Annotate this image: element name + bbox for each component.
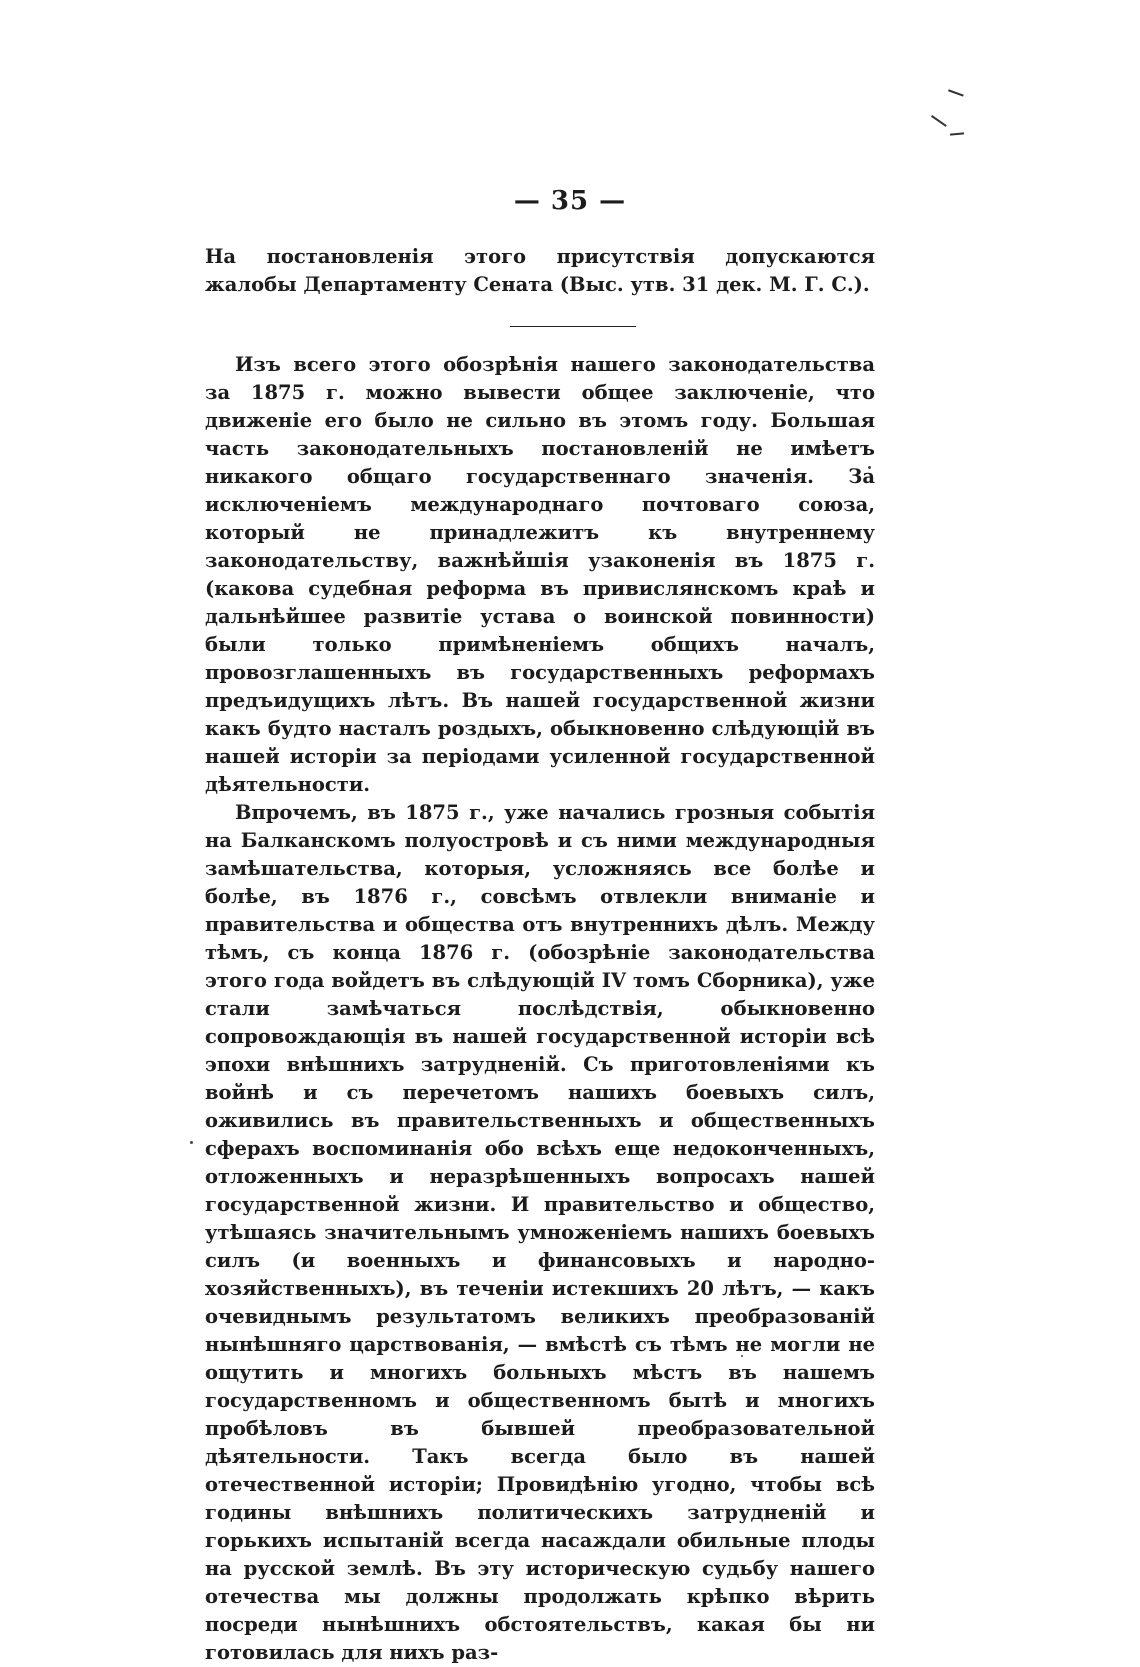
paragraph-1: Изъ всего этого обозрѣнія нашего законодательства за 1875 г. можно вывести общее заключеніе, что движеніе его было не сильно въ этомъ году. Большая часть законодательныхъ постановленій не имѣетъ никакого общаго государственнаго значенія. За исключеніемъ международнаго почтоваго союза, который не принадлежитъ къ внутреннему законодательству, важнѣйшія узаконенія въ 1875 г. (какова судебная реформа въ привислянскомъ краѣ и дальнѣйшее развитіе устава о воинской повинности) были только примѣненіемъ общихъ началъ, провозглашенныхъ въ государственныхъ реформахъ предъидущихъ лѣтъ. Въ нашей государственной жизни какъ будто насталъ роздыхъ, обыкновенно слѣдующій въ нашей исторіи за періодами усиленной государственной дѣятельности. xyxy=(205,353,875,796)
scan-dot xyxy=(190,1141,193,1144)
scan-mark xyxy=(948,89,964,96)
body-text xyxy=(205,351,875,1667)
intro-paragraph: На постановленія этого присутствія допускаются жалобы Департаменту Сената (Выс. утв. 31 дек. М. Г. С.). xyxy=(205,245,875,296)
paragraph-2: Впрочемъ, въ 1875 г., уже начались грозныя событія на Балканскомъ полуостровѣ и съ ними международныя замѣшательства, которыя, усложняясь все болѣе и болѣе, въ 1876 г., совсѣмъ отвлекли вниманіе и правительства и общества отъ внутреннихъ дѣлъ. Между тѣмъ, съ конца 1876 г. (обозрѣніе законодательства этого года войдетъ въ слѣдующій IV томъ Сборника), уже стали замѣчаться послѣдствія, обыкновенно сопровождающія въ нашей государственной исторіи всѣ эпохи внѣшнихъ затрудненій. Съ приготовленіями къ войнѣ и съ перечетомъ нашихъ боевыхъ силъ, оживились въ правительственныхъ и общественныхъ сферахъ воспоминанія обо всѣхъ еще недоконченныхъ, отложенныхъ и неразрѣшенныхъ вопросахъ нашей государственной жизни. И правительство и общество, утѣшаясь значительнымъ умноженіемъ нашихъ боевыхъ силъ (и военныхъ и финансовыхъ и народно-хозяйственныхъ), въ теченіи истекшихъ 20 лѣтъ, — какъ очевиднымъ результатомъ великихъ преобразованій нынѣшняго царствованія, — вмѣстѣ съ тѣмъ не могли не ощутить и многихъ больныхъ мѣстъ въ нашемъ государственномъ и общественномъ бытѣ и многихъ пробѣловъ въ бывшей преобразовательной дѣятельности. Такъ всегда было въ нашей отечественной исторіи; Провидѣнію угодно, чтобы всѣ годины внѣшнихъ политическихъ затрудненій и горькихъ испытаній всегда насаждали обильные плоды на русской землѣ. Въ эту историческую судьбу нашего отечества мы должны продолжать крѣпко вѣрить посреди нынѣшнихъ обстоятельствъ, какая бы ни готовилась для нихъ раз- xyxy=(205,801,875,1664)
scan-mark xyxy=(931,115,947,127)
page-number: — 35 — xyxy=(513,186,627,216)
scan-mark xyxy=(950,132,964,135)
section-divider xyxy=(510,326,636,327)
